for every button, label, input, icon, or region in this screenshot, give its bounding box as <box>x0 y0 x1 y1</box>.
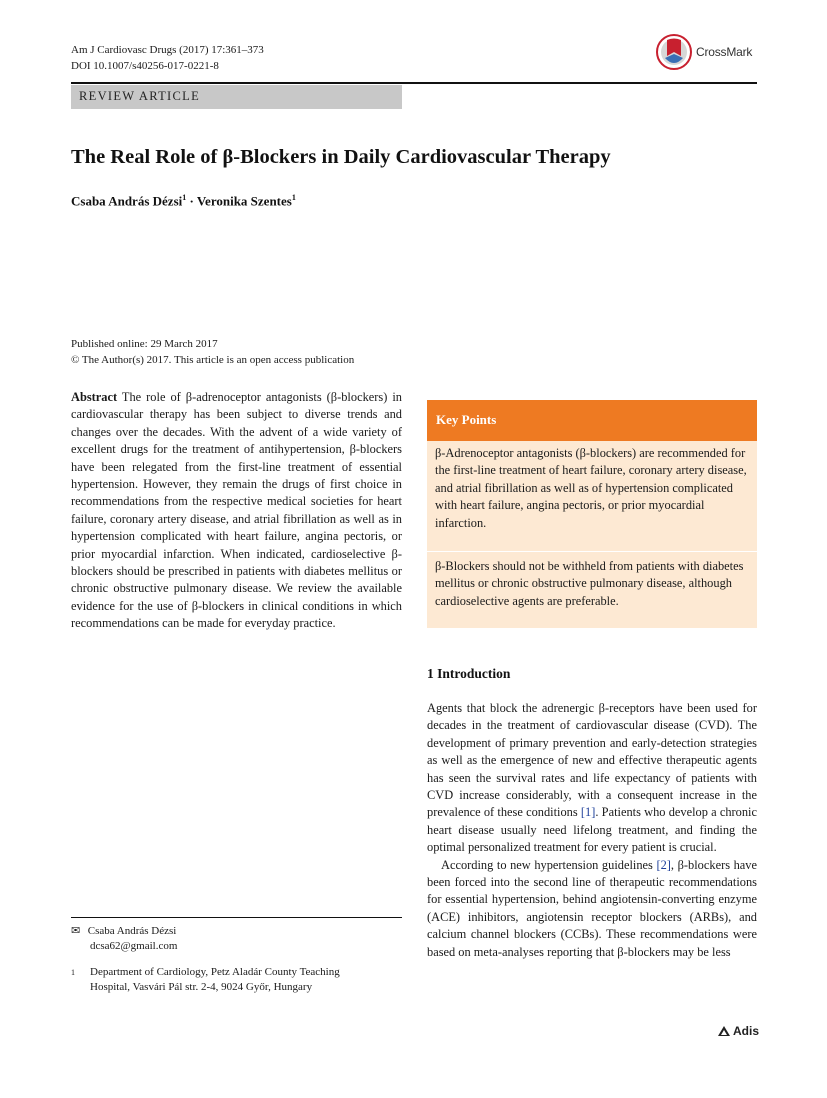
paragraph-text: According to new hypertension guidelines <box>441 857 657 872</box>
author-separator: · <box>189 193 194 209</box>
introduction-body <box>427 700 757 961</box>
key-point-item: β-Adrenoceptor antagonists (β-blockers) are recommended for the first-line treatment of heart failure, coronary artery disease, and atrial fibrillation as well as of hypertension complicated with heart failure, angina pectoris, or prior myocardial infarction. <box>435 446 747 530</box>
key-points-box <box>427 400 757 628</box>
abstract-text: The role of β-adrenoceptor antagonists (β-blockers) in cardiovascular therapy has been subject to diverse trends and changes over the decades. With the advent of a wide variety of excellent drugs for the treatment of antihypertension, β-blockers have been relegated from the first-line treatment of essential hypertension. However, they remain the drugs of first choice in recommendations from the respective medical societies for heart failure, coronary artery disease, and atrial fibrillation as well as in hypertension complicated with heart failure, angina pectoris, or prior myocardial infarction. When indicated, cardioselective β-blockers should be prescribed in patients with diabetes mellitus or chronic obstructive pulmonary disease. We review the available evidence for the use of β-blockers in clinical conditions in which recommendations can be made for everyday practice. <box>71 390 402 631</box>
paragraph-text: Agents that block the adrenergic β-receptors have been used for decades in the treatment of cardiovascular disease (CVD). The development of primary prevention and early-detection strategies as well as the emergence of new and effective therapeutic agents has seen the survival rates and life expectancy of patients with CVD increase considerably, with a consequent increase in the prevalence of these conditions <box>427 701 757 820</box>
affiliation-number: 1 <box>71 968 75 977</box>
affiliation-line: Department of Cardiology, Petz Aladár County Teaching <box>90 966 340 978</box>
corresponding-email[interactable]: dcsa62@gmail.com <box>90 940 178 952</box>
citation-link[interactable]: [2] <box>656 857 671 872</box>
corresponding-name: Csaba András Dézsi <box>87 925 177 937</box>
key-points-header <box>427 400 757 441</box>
header-rule <box>71 82 757 84</box>
adis-triangle-icon <box>718 1026 730 1036</box>
publication-info <box>71 336 354 368</box>
journal-line: Am J Cardiovasc Drugs (2017) 17:361–373 <box>71 44 264 56</box>
envelope-icon: ✉ <box>71 925 81 937</box>
publisher-name: Adis <box>733 1024 760 1038</box>
author-name[interactable]: Veronika Szentes <box>196 193 292 209</box>
article-type: REVIEW ARTICLE <box>79 89 201 103</box>
publisher-logo <box>718 1024 759 1038</box>
paragraph-text: . Patients who develop a chronic heart disease usually need lifelong treatment, and finding the optimal personalized treatment for every patient is crucial. <box>427 805 757 855</box>
abstract-label: Abstract <box>71 390 118 404</box>
paragraph-text: , β-blockers have been forced into the second line of therapeutic recommendations for essential hypertension, behind angiotensin-converting enzyme (ACE) inhibitors, angiotensin receptor blockers (ARBs), and calcium channel blockers (CCBs). These recommendations were based on meta-analyses reporting that β-blockers may be less <box>427 857 757 959</box>
key-point-item: β-Blockers should not be withheld from patients with diabetes mellitus or chronic obstructive pulmonary disease, although cardioselective agents are preferable. <box>435 559 744 608</box>
author-affil-marker: 1 <box>291 193 296 202</box>
citation-link[interactable]: [1] <box>580 805 596 820</box>
footnote-rule <box>71 917 402 918</box>
published-date: Published online: 29 March 2017 <box>71 338 218 350</box>
corresponding-author <box>71 924 177 954</box>
article-title: The Real Role of β-Blockers in Daily Cardiovascular Therapy <box>71 146 611 168</box>
section-heading-introduction: 1 Introduction <box>427 666 511 681</box>
article-type-band <box>71 85 402 109</box>
journal-citation <box>71 42 264 74</box>
paragraph <box>427 700 757 857</box>
paragraph <box>427 857 757 961</box>
affiliation-line: Hospital, Vasvári Pál str. 2-4, 9024 Győr, Hungary <box>90 981 313 993</box>
author-name[interactable]: Csaba András Dézsi <box>71 193 183 209</box>
key-points-heading: Key Points <box>436 412 497 427</box>
key-points-divider <box>427 551 757 552</box>
crossmark-label: CrossMark <box>696 45 753 59</box>
crossmark-badge[interactable] <box>656 32 758 72</box>
author-list <box>71 193 296 209</box>
crossmark-icon <box>656 34 692 70</box>
doi-line: DOI 10.1007/s40256-017-0221-8 <box>71 60 219 72</box>
abstract <box>71 389 402 633</box>
copyright-line: © The Author(s) 2017. This article is an open access publication <box>71 354 355 366</box>
author-affil-marker: 1 <box>182 193 187 202</box>
